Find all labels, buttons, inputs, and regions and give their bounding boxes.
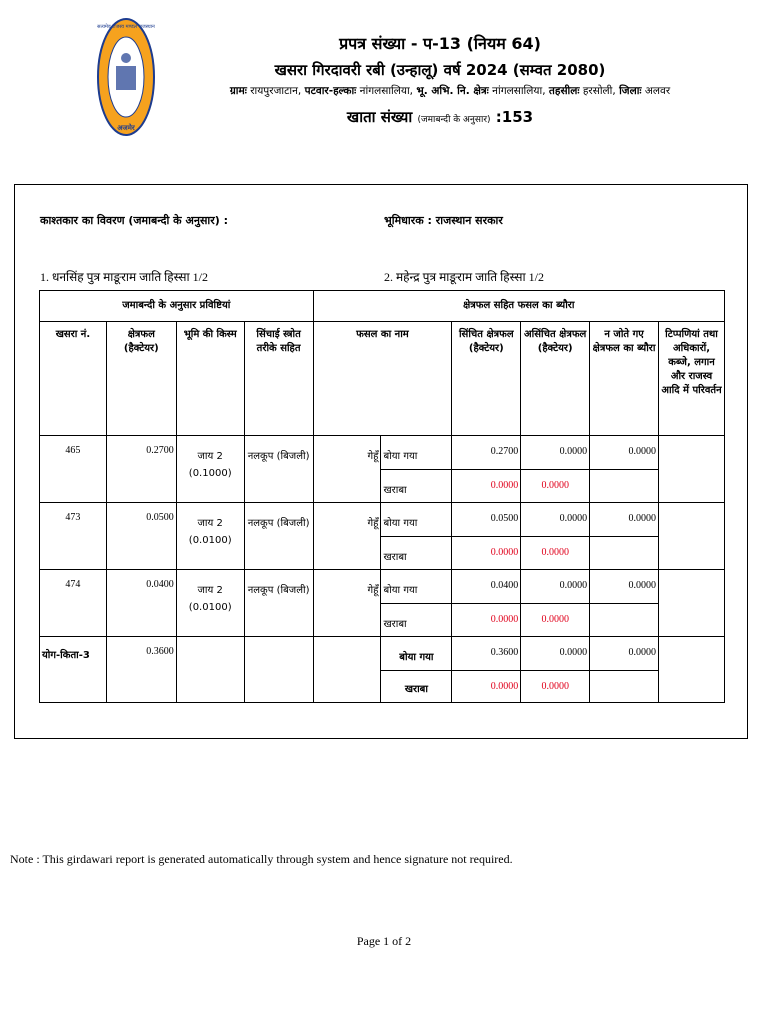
- remarks: [659, 570, 725, 637]
- sown-unirrigated: 0.0000: [521, 436, 590, 470]
- unsown-area: 0.0000: [590, 503, 659, 537]
- page-number: Page 1 of 2: [356, 934, 412, 948]
- col-land-type: भूमि की किस्म: [176, 322, 244, 436]
- footer-note: Note : This girdawari report is generated automatically through system and hence signature not required.: [10, 852, 513, 866]
- crop-name: गेहूँ: [313, 570, 381, 637]
- empty-cell: [313, 637, 381, 703]
- empty-cell: [176, 637, 244, 703]
- location-line: [190, 84, 710, 98]
- sown-irrigated: 0.2700: [452, 436, 521, 470]
- col-unirrigated: असिंचित क्षेत्रफल (हैक्टेयर): [521, 322, 590, 436]
- land-type: [176, 503, 244, 570]
- remarks: [659, 637, 725, 703]
- bhu-value: नांगलसालिया,: [492, 85, 546, 97]
- area: 0.0500: [106, 503, 176, 570]
- revenue-board-seal: [96, 16, 156, 138]
- land-type-area: (0.0100): [188, 602, 232, 613]
- damaged-irrigated: 0.0000: [452, 470, 521, 503]
- area: 0.0400: [106, 570, 176, 637]
- bhu-label: भू. अभि. नि. क्षेत्रः: [416, 85, 489, 97]
- damaged-label: खराबा: [381, 604, 452, 637]
- empty-cell: [590, 671, 659, 703]
- patwar-value: नांगलसालिया,: [359, 85, 414, 97]
- account-label: खाता संख्या: [346, 108, 413, 126]
- sown-unirrigated: 0.0000: [521, 570, 590, 604]
- damaged-label: खराबा: [381, 470, 452, 503]
- cultivator-2: 2. महेन्द्र पुत्र माङूराम जाति हिस्सा 1/2: [384, 270, 544, 284]
- empty-cell: [244, 637, 313, 703]
- group-header-crop: क्षेत्रफल सहित फसल का ब्यौरा: [313, 291, 724, 322]
- seal-bottom-text: अजमेर: [117, 124, 135, 132]
- sown-label: बोया गया: [381, 503, 452, 537]
- total-damaged-unirrigated: 0.0000: [521, 671, 590, 703]
- land-type-area: (0.1000): [188, 468, 232, 479]
- district-label: जिलाः: [619, 85, 642, 97]
- total-damaged-label: खराबा: [381, 671, 452, 703]
- sown-unirrigated: 0.0000: [521, 503, 590, 537]
- area: 0.2700: [106, 436, 176, 503]
- damaged-unirrigated: 0.0000: [521, 604, 590, 637]
- irrigation-source: नलकूप (बिजली): [244, 570, 313, 637]
- damaged-irrigated: 0.0000: [452, 604, 521, 637]
- total-row: [40, 637, 725, 671]
- village-value: रायपुरजाटान,: [250, 85, 302, 97]
- cultivator-1: 1. धनसिंह पुत्र माङूराम जाति हिस्सा 1/2: [40, 270, 208, 284]
- owner-label: भूमिधारक : राजस्थान सरकार: [384, 214, 503, 227]
- empty-cell: [590, 537, 659, 570]
- report-subtitle: खसरा गिरदावरी रबी (उन्हालू) वर्ष 2024 (सम्वत 2080): [274, 61, 606, 79]
- col-area: क्षेत्रफल (हैक्टेयर): [106, 322, 176, 436]
- tehsil-label: तहसीलः: [548, 85, 580, 97]
- khasra-no: 465: [40, 436, 107, 503]
- tehsil-value: हरसोली,: [582, 85, 616, 97]
- sown-irrigated: 0.0400: [452, 570, 521, 604]
- district-value: अलवर: [644, 85, 671, 97]
- col-crop: फसल का नाम: [313, 322, 452, 436]
- account-number: :153: [495, 108, 534, 126]
- group-header-jamabandi: जमाबन्दी के अनुसार प्रविष्टियां: [40, 291, 314, 322]
- col-unsown: न जोते गए क्षेत्रफल का ब्यौरा: [590, 322, 659, 436]
- account-note: (जमाबन्दी के अनुसार): [417, 115, 491, 125]
- empty-cell: [590, 604, 659, 637]
- account-number-line: [160, 107, 720, 127]
- sown-label: बोया गया: [381, 436, 452, 470]
- crop-name: गेहूँ: [313, 436, 381, 503]
- damaged-unirrigated: 0.0000: [521, 537, 590, 570]
- total-sown-irrigated: 0.3600: [452, 637, 521, 671]
- land-type-area: (0.0100): [188, 535, 232, 546]
- land-type-name: जाय 2: [197, 585, 223, 596]
- col-irrigation: सिंचाई स्त्रोत तरीके सहित: [244, 322, 313, 436]
- village-label: ग्रामः: [229, 85, 247, 97]
- damaged-irrigated: 0.0000: [452, 537, 521, 570]
- col-khasra: खसरा नं.: [40, 322, 107, 436]
- table-row: [40, 570, 725, 604]
- khasra-no: 473: [40, 503, 107, 570]
- table-row: [40, 503, 725, 537]
- form-title: प्रपत्र संख्या - प-13 (नियम 64): [339, 34, 541, 53]
- land-type-name: जाय 2: [197, 518, 223, 529]
- damaged-label: खराबा: [381, 537, 452, 570]
- khasra-no: 474: [40, 570, 107, 637]
- land-type: [176, 570, 244, 637]
- remarks: [659, 503, 725, 570]
- total-label: योग-किता-3: [40, 637, 107, 703]
- total-damaged-irrigated: 0.0000: [452, 671, 521, 703]
- girdawari-table: [39, 290, 725, 703]
- total-area: 0.3600: [106, 637, 176, 703]
- empty-cell: [590, 470, 659, 503]
- table-row: [40, 436, 725, 470]
- seal-top-text: सत्यमेव राजस्व मण्डल राजस्थान: [97, 24, 155, 30]
- sown-label: बोया गया: [381, 570, 452, 604]
- total-unsown: 0.0000: [590, 637, 659, 671]
- patwar-label: पटवार-हल्काः: [304, 85, 357, 97]
- land-type-name: जाय 2: [197, 451, 223, 462]
- sown-irrigated: 0.0500: [452, 503, 521, 537]
- cultivator-label: काश्तकार का विवरण (जमाबन्दी के अनुसार) :: [40, 214, 228, 227]
- irrigation-source: नलकूप (बिजली): [244, 436, 313, 503]
- total-sown-label: बोया गया: [381, 637, 452, 671]
- total-sown-unirrigated: 0.0000: [521, 637, 590, 671]
- irrigation-source: नलकूप (बिजली): [244, 503, 313, 570]
- crop-name: गेहूँ: [313, 503, 381, 570]
- col-remarks: टिप्पणियां तथा अधिकारों, कब्जे, लगान और राजस्व आदि में परिवर्तन: [659, 322, 725, 436]
- unsown-area: 0.0000: [590, 436, 659, 470]
- damaged-unirrigated: 0.0000: [521, 470, 590, 503]
- remarks: [659, 436, 725, 503]
- land-type: [176, 436, 244, 503]
- col-irrigated: सिंचित क्षेत्रफल (हैक्टेयर): [452, 322, 521, 436]
- unsown-area: 0.0000: [590, 570, 659, 604]
